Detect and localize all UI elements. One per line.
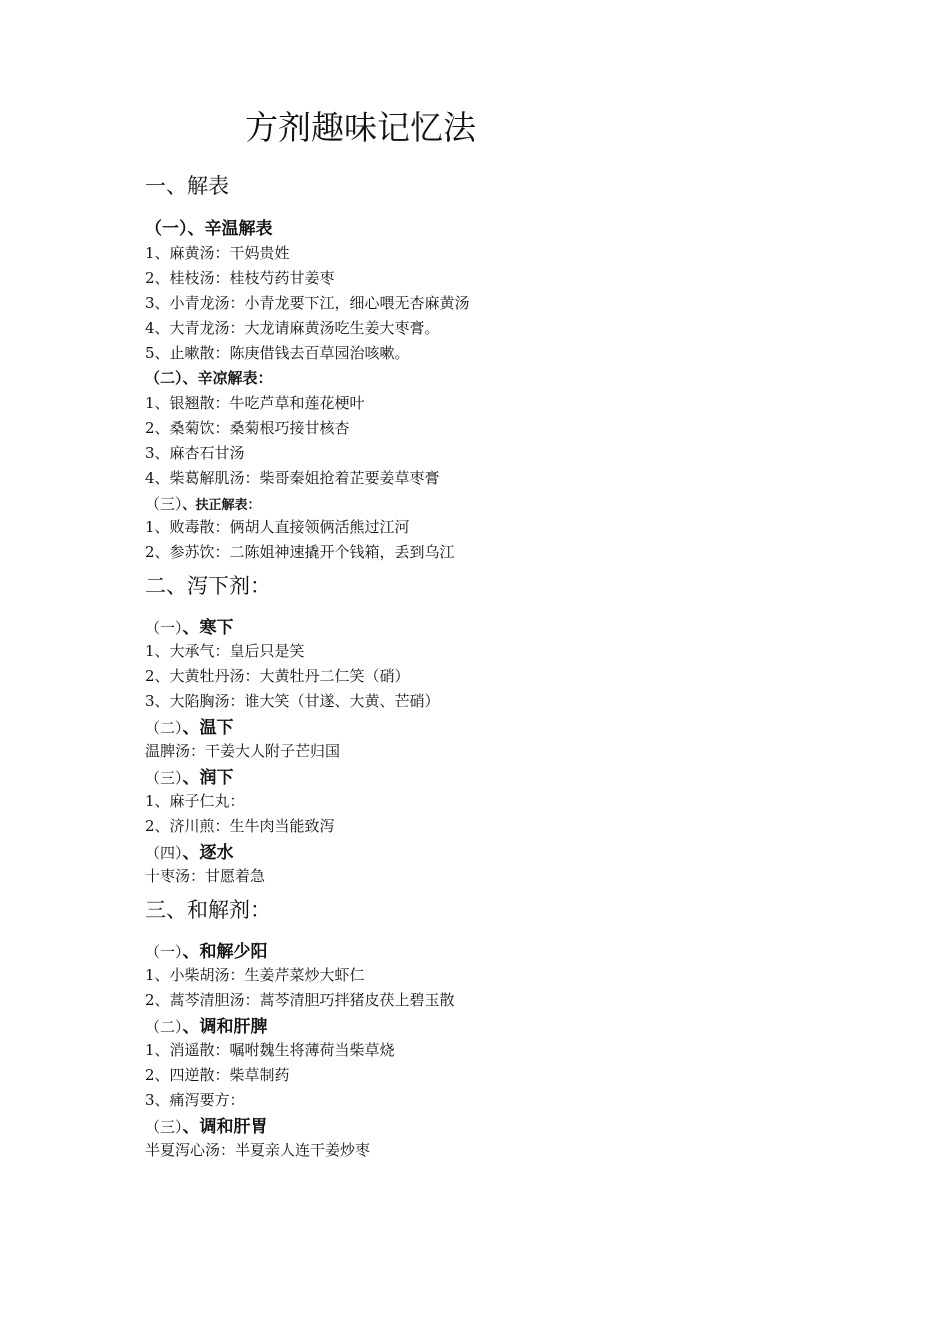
subsection-heading — [145, 937, 268, 962]
list-item: 3、麻杏石甘汤 — [145, 444, 245, 462]
list-item: 2、桂枝汤：桂枝芍药甘姜枣 — [145, 269, 335, 287]
list-item: 2、四逆散：柴草制药 — [145, 1066, 290, 1084]
list-item: 半夏泻心汤：半夏亲人连干姜炒枣 — [145, 1141, 371, 1159]
list-item: 1、麻黄汤：干妈贵姓 — [145, 244, 290, 262]
subsection-heading: （一）、辛温解表 — [145, 219, 273, 239]
subsection-label: 、和解少阳 — [182, 942, 268, 962]
subsection-heading — [145, 763, 234, 788]
list-item: 3、痛泻要方： — [145, 1091, 245, 1109]
list-item: 1、小柴胡汤：生姜芹菜炒大虾仁 — [145, 966, 365, 984]
list-item: 十枣汤：甘愿着急 — [145, 867, 266, 885]
section-heading-1: 一、解表 — [145, 174, 229, 198]
subsection-number: （二） — [145, 719, 183, 737]
subsection-heading — [145, 838, 234, 863]
subsection-label: 、调和肝脾 — [182, 1017, 268, 1037]
list-item: 5、止嗽散：陈庚借钱去百草园治咳嗽。 — [145, 344, 410, 362]
subsection-number: （一） — [145, 619, 183, 637]
subsection-label: 、润下 — [182, 768, 234, 788]
list-item: 2、桑菊饮：桑菊根巧接甘核杏 — [145, 419, 350, 437]
list-item: 2、蒿芩清胆汤：蒿芩清胆巧拌猪皮茯上碧玉散 — [145, 991, 455, 1009]
subsection-label: 、逐水 — [182, 843, 234, 863]
list-item: 1、银翘散：牛吃芦草和莲花梗叶 — [145, 394, 365, 412]
subsection-label: 、温下 — [182, 718, 234, 738]
section-heading-3: 三、和解剂： — [145, 898, 271, 922]
list-item: 1、消遥散：嘱咐魏生将薄荷当柴草烧 — [145, 1041, 395, 1059]
subsection-label: 、寒下 — [182, 618, 234, 638]
subsection-number: （一） — [145, 943, 183, 961]
section-heading-2: 二、泻下剂： — [145, 574, 271, 598]
page-title: 方剂趣味记忆法 — [245, 108, 476, 147]
list-item: 4、柴葛解肌汤：柴哥秦姐抢着芷要姜草枣膏 — [145, 469, 440, 487]
subsection-heading: （二）、辛凉解表： — [145, 369, 273, 387]
list-item: 3、小青龙汤：小青龙要下江，细心喂无杏麻黄汤 — [145, 294, 470, 312]
list-item: 3、大陷胸汤：谁大笑（甘遂、大黄、芒硝） — [145, 692, 440, 710]
list-item: 1、麻子仁丸： — [145, 792, 245, 810]
subsection-heading — [145, 1112, 268, 1137]
list-item: 4、大青龙汤：大龙请麻黄汤吃生姜大枣膏。 — [145, 319, 440, 337]
list-item: 2、参苏饮：二陈姐神速撬开个钱箱，丢到乌江 — [145, 543, 455, 561]
subsection-label: 、调和肝胃 — [182, 1117, 268, 1137]
subsection-number: （二） — [145, 1018, 183, 1036]
list-item: 温脾汤：干姜大人附子芒归国 — [145, 742, 341, 760]
list-item: 2、大黄牡丹汤：大黄牡丹二仁笑（硝） — [145, 667, 410, 685]
subsection-heading — [145, 1012, 268, 1037]
list-item: 1、大承气：皇后只是笑 — [145, 642, 305, 660]
subsection-number: （三） — [145, 495, 183, 513]
subsection-number: （三） — [145, 1118, 183, 1136]
subsection-number: （三） — [145, 769, 183, 787]
subsection-label: 、扶正解表： — [182, 498, 261, 513]
subsection-heading — [145, 493, 261, 514]
subsection-number: （四） — [145, 844, 183, 862]
subsection-heading — [145, 613, 234, 638]
list-item: 1、败毒散：俩胡人直接领俩活熊过江河 — [145, 518, 410, 536]
list-item: 2、济川煎：生牛肉当能致泻 — [145, 817, 335, 835]
subsection-heading — [145, 713, 234, 738]
